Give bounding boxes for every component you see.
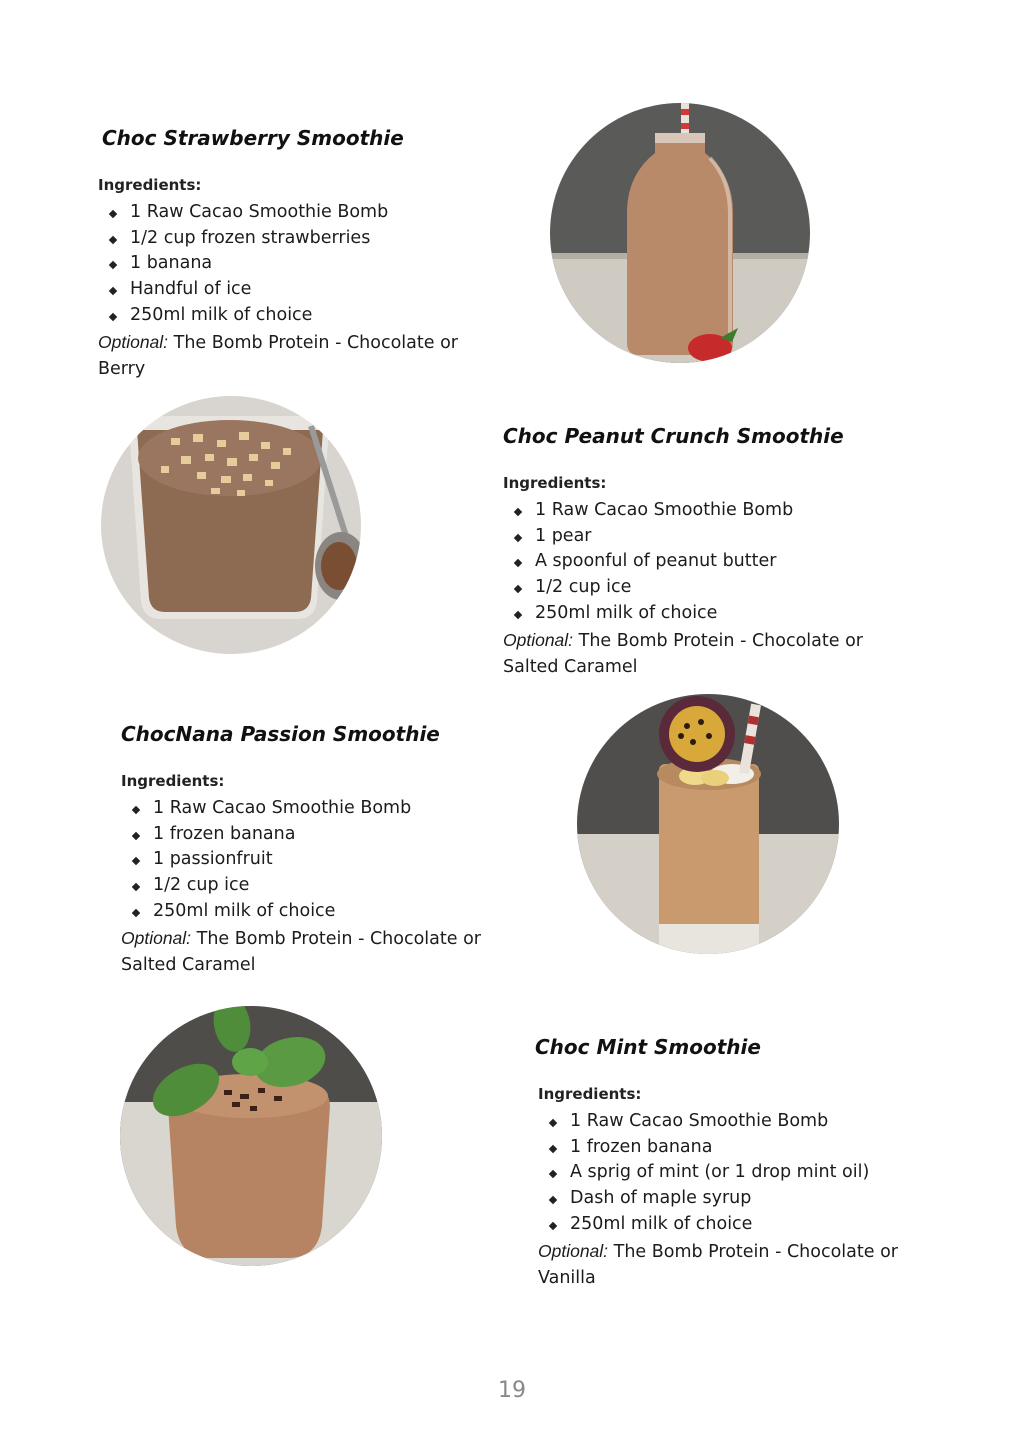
list-item: 1 frozen banana bbox=[548, 1135, 938, 1161]
photo-chocnana-passion-smoothie bbox=[577, 694, 839, 954]
ingredients-label: Ingredients: bbox=[121, 772, 225, 790]
optional-label: Optional: bbox=[503, 629, 574, 650]
ingredients-label: Ingredients: bbox=[503, 474, 607, 492]
ingredients-list bbox=[121, 796, 511, 925]
page-number: 19 bbox=[498, 1378, 526, 1403]
ingredients-label: Ingredients: bbox=[538, 1085, 642, 1103]
list-item: Dash of maple syrup bbox=[548, 1186, 938, 1212]
optional-note bbox=[98, 329, 488, 382]
recipe-title: Choc Strawberry Smoothie bbox=[102, 126, 404, 150]
list-item: A sprig of mint (or 1 drop mint oil) bbox=[548, 1160, 938, 1186]
recipe-title: Choc Mint Smoothie bbox=[535, 1035, 761, 1059]
list-item: 250ml milk of choice bbox=[108, 303, 488, 329]
photo-choc-strawberry-smoothie bbox=[550, 103, 810, 363]
optional-note bbox=[503, 627, 903, 680]
list-item: 1/2 cup frozen strawberries bbox=[108, 226, 488, 252]
recipe-title: Choc Peanut Crunch Smoothie bbox=[503, 424, 844, 448]
list-item: 1 Raw Cacao Smoothie Bomb bbox=[131, 796, 511, 822]
photo-choc-mint-smoothie bbox=[120, 1006, 382, 1266]
optional-label: Optional: bbox=[98, 331, 169, 352]
optional-label: Optional: bbox=[121, 927, 192, 948]
list-item: 1 banana bbox=[108, 251, 488, 277]
list-item: 250ml milk of choice bbox=[548, 1212, 938, 1238]
recipe-chocnana-passion bbox=[121, 722, 511, 978]
photo-choc-peanut-crunch-smoothie bbox=[101, 396, 361, 654]
ingredients-list bbox=[98, 200, 488, 329]
ingredients-list bbox=[503, 498, 903, 627]
list-item: 250ml milk of choice bbox=[131, 899, 511, 925]
list-item: 1 frozen banana bbox=[131, 822, 511, 848]
ingredients-label: Ingredients: bbox=[98, 176, 202, 194]
optional-text: The Bomb Protein - Chocolate or Berry bbox=[98, 332, 458, 379]
optional-text: The Bomb Protein - Chocolate or Salted Caramel bbox=[121, 928, 481, 975]
list-item: 250ml milk of choice bbox=[513, 601, 903, 627]
list-item: A spoonful of peanut butter bbox=[513, 549, 903, 575]
optional-note bbox=[538, 1238, 938, 1291]
optional-label: Optional: bbox=[538, 1240, 609, 1261]
list-item: Handful of ice bbox=[108, 277, 488, 303]
optional-text: The Bomb Protein - Chocolate or Vanilla bbox=[538, 1241, 898, 1288]
recipe-title: ChocNana Passion Smoothie bbox=[121, 722, 440, 746]
optional-note bbox=[121, 925, 511, 978]
recipe-choc-mint bbox=[535, 1035, 938, 1291]
list-item: 1 Raw Cacao Smoothie Bomb bbox=[108, 200, 488, 226]
list-item: 1/2 cup ice bbox=[513, 575, 903, 601]
recipe-choc-peanut-crunch bbox=[503, 424, 903, 680]
list-item: 1 Raw Cacao Smoothie Bomb bbox=[513, 498, 903, 524]
list-item: 1 Raw Cacao Smoothie Bomb bbox=[548, 1109, 938, 1135]
list-item: 1/2 cup ice bbox=[131, 873, 511, 899]
optional-text: The Bomb Protein - Chocolate or Salted Caramel bbox=[503, 630, 863, 677]
list-item: 1 passionfruit bbox=[131, 847, 511, 873]
ingredients-list bbox=[538, 1109, 938, 1238]
list-item: 1 pear bbox=[513, 524, 903, 550]
recipe-choc-strawberry bbox=[98, 126, 488, 382]
